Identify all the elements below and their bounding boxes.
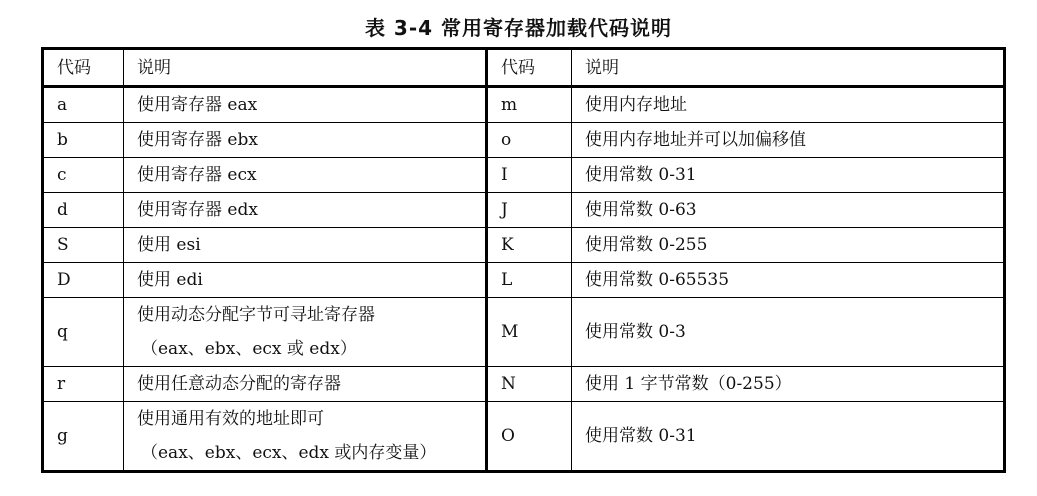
description-line: 使用通用有效的地址即可 xyxy=(137,409,324,429)
code-cell: M xyxy=(487,298,572,367)
table-row xyxy=(43,263,1005,298)
register-code-table xyxy=(41,47,1006,473)
code-cell: L xyxy=(487,263,572,298)
header-code-right: 代码 xyxy=(487,49,572,87)
description-cell: 使用寄存器 edx xyxy=(124,193,487,228)
description-cell xyxy=(124,298,487,367)
description-cell: 使用内存地址并可以加偏移值 xyxy=(572,123,1005,158)
code-cell: I xyxy=(487,158,572,193)
description-cell: 使用内存地址 xyxy=(572,87,1005,123)
header-desc-left: 说明 xyxy=(124,49,487,87)
code-cell: r xyxy=(43,367,124,402)
code-cell: d xyxy=(43,193,124,228)
description-cell: 使用 1 字节常数（0-255） xyxy=(572,367,1005,402)
code-cell: N xyxy=(487,367,572,402)
description-cell: 使用 edi xyxy=(124,263,487,298)
table-row xyxy=(43,123,1005,158)
description-cell: 使用寄存器 ecx xyxy=(124,158,487,193)
code-cell: S xyxy=(43,228,124,263)
table-row xyxy=(43,87,1005,123)
description-cell: 使用任意动态分配的寄存器 xyxy=(124,367,487,402)
table-header-row xyxy=(43,49,1005,87)
description-cell: 使用常数 0-255 xyxy=(572,228,1005,263)
table-row xyxy=(43,228,1005,263)
description-line: 使用动态分配字节可寻址寄存器 xyxy=(137,305,375,325)
code-cell: o xyxy=(487,123,572,158)
description-cell: 使用 esi xyxy=(124,228,487,263)
table-row xyxy=(43,367,1005,402)
header-desc-right: 说明 xyxy=(572,49,1005,87)
table-row xyxy=(43,402,1005,472)
table-row xyxy=(43,193,1005,228)
description-cell: 使用常数 0-31 xyxy=(572,402,1005,472)
description-line: （eax、ebx、ecx 或 edx） xyxy=(141,339,357,359)
description-line: （eax、ebx、ecx、edx 或内存变量） xyxy=(141,443,437,463)
code-cell: K xyxy=(487,228,572,263)
description-cell: 使用常数 0-65535 xyxy=(572,263,1005,298)
code-cell: O xyxy=(487,402,572,472)
code-cell: c xyxy=(43,158,124,193)
description-cell: 使用常数 0-3 xyxy=(572,298,1005,367)
table-row xyxy=(43,158,1005,193)
description-cell: 使用常数 0-63 xyxy=(572,193,1005,228)
code-cell: a xyxy=(43,87,124,123)
code-cell: m xyxy=(487,87,572,123)
description-cell: 使用寄存器 ebx xyxy=(124,123,487,158)
code-cell: J xyxy=(487,193,572,228)
description-cell xyxy=(124,402,487,472)
table-caption: 表 3-4 常用寄存器加载代码说明 xyxy=(364,16,673,40)
description-cell: 使用常数 0-31 xyxy=(572,158,1005,193)
code-cell: b xyxy=(43,123,124,158)
header-code-left: 代码 xyxy=(43,49,124,87)
code-cell: g xyxy=(43,402,124,472)
code-cell: q xyxy=(43,298,124,367)
description-cell: 使用寄存器 eax xyxy=(124,87,487,123)
table-row xyxy=(43,298,1005,367)
code-cell: D xyxy=(43,263,124,298)
